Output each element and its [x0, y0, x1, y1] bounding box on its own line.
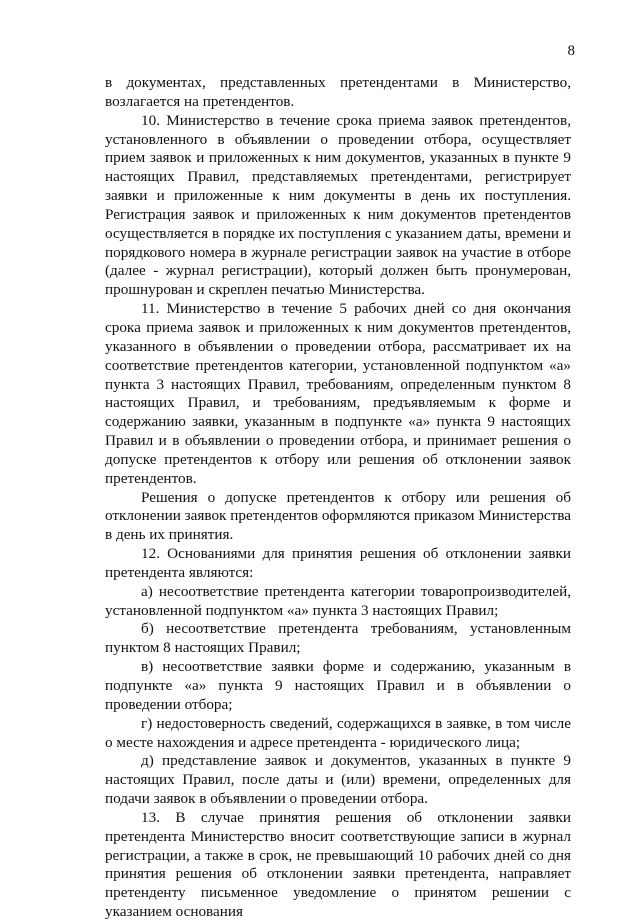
- paragraph-item-10: 10. Министерство в течение срока приема заявок претендентов, установленного в объявлении о проведении отбора, осуществляет прием заявок и приложенных к ним документов, указанных в пункте 9 настоящих Правил, представляемых претендентами, регистрирует заявки и приложенные к ним документы в день их поступления. Регистрация заявок и приложенных к ним документов претендентов осуществляется в порядке их поступления с указанием даты, времени и порядкового номера в журнале регистрации заявок на участие в отборе (далее - журнал регистрации), который должен быть пронумерован, прошнурован и скреплен печатью Министерства.: [105, 111, 571, 299]
- subitem-a: а) несоответствие претендента категории товаропроизводителей, установленной подпунктом «а» пункта 3 настоящих Правил;: [105, 582, 571, 619]
- paragraph-item-11: 11. Министерство в течение 5 рабочих дней со дня окончания срока приема заявок и приложенных к ним документов претендентов, указанного в объявлении о проведении отбора, рассматривает их на соответствие претендентов категории, установленной подпунктом «а» пункта 3 настоящих Правил, требованиям, определенным пунктом 8 настоящих Правил, и требованиям, предъявляемым к форме и содержанию заявки, указанным в подпункте «а» пункта 9 настоящих Правил и в объявлении о проведении отбора, и принимает решения о допуске претендентов к отбору или решения об отклонении заявок претендентов.: [105, 300, 571, 487]
- subitem-b: б) несоответствие претендента требованиям, установленным пунктом 8 настоящих Правил;: [105, 620, 571, 657]
- page-number: 8: [567, 43, 575, 59]
- paragraph-item-13: 13. В случае принятия решения об отклонении заявки претендента Министерство вносит соответствующие записи в журнал регистрации, а также в срок, не превышающий 10 рабочих дней со дня принятия решения об отклонении заявки претендента, направляет претенденту письменное уведомление о принятом решении с указанием основания: [105, 808, 571, 921]
- document-body: [105, 74, 571, 922]
- paragraph-continuation: в документах, представленных претендентами в Министерство, возлагается на претендентов.: [105, 74, 571, 110]
- subitem-v: в) несоответствие заявки форме и содержанию, указанным в подпункте «а» пункта 9 настоящих Правил и в объявлении о проведении отбора;: [105, 658, 571, 713]
- paragraph-admission-decisions: Решения о допуске претендентов к отбору или решения об отклонении заявок претендентов оформляются приказом Министерства в день их принятия.: [105, 488, 571, 544]
- paragraph-item-12: 12. Основаниями для принятия решения об отклонении заявки претендента являются:: [105, 545, 571, 581]
- subitem-d: д) представление заявок и документов, указанных в пункте 9 настоящих Правил, после даты и (или) времени, определенных для подачи заявок в объявлении о проведении отбора.: [105, 752, 571, 808]
- subitem-g: г) недостоверность сведений, содержащихся в заявке, в том числе о месте нахождения и адресе претендента - юридического лица;: [105, 714, 571, 751]
